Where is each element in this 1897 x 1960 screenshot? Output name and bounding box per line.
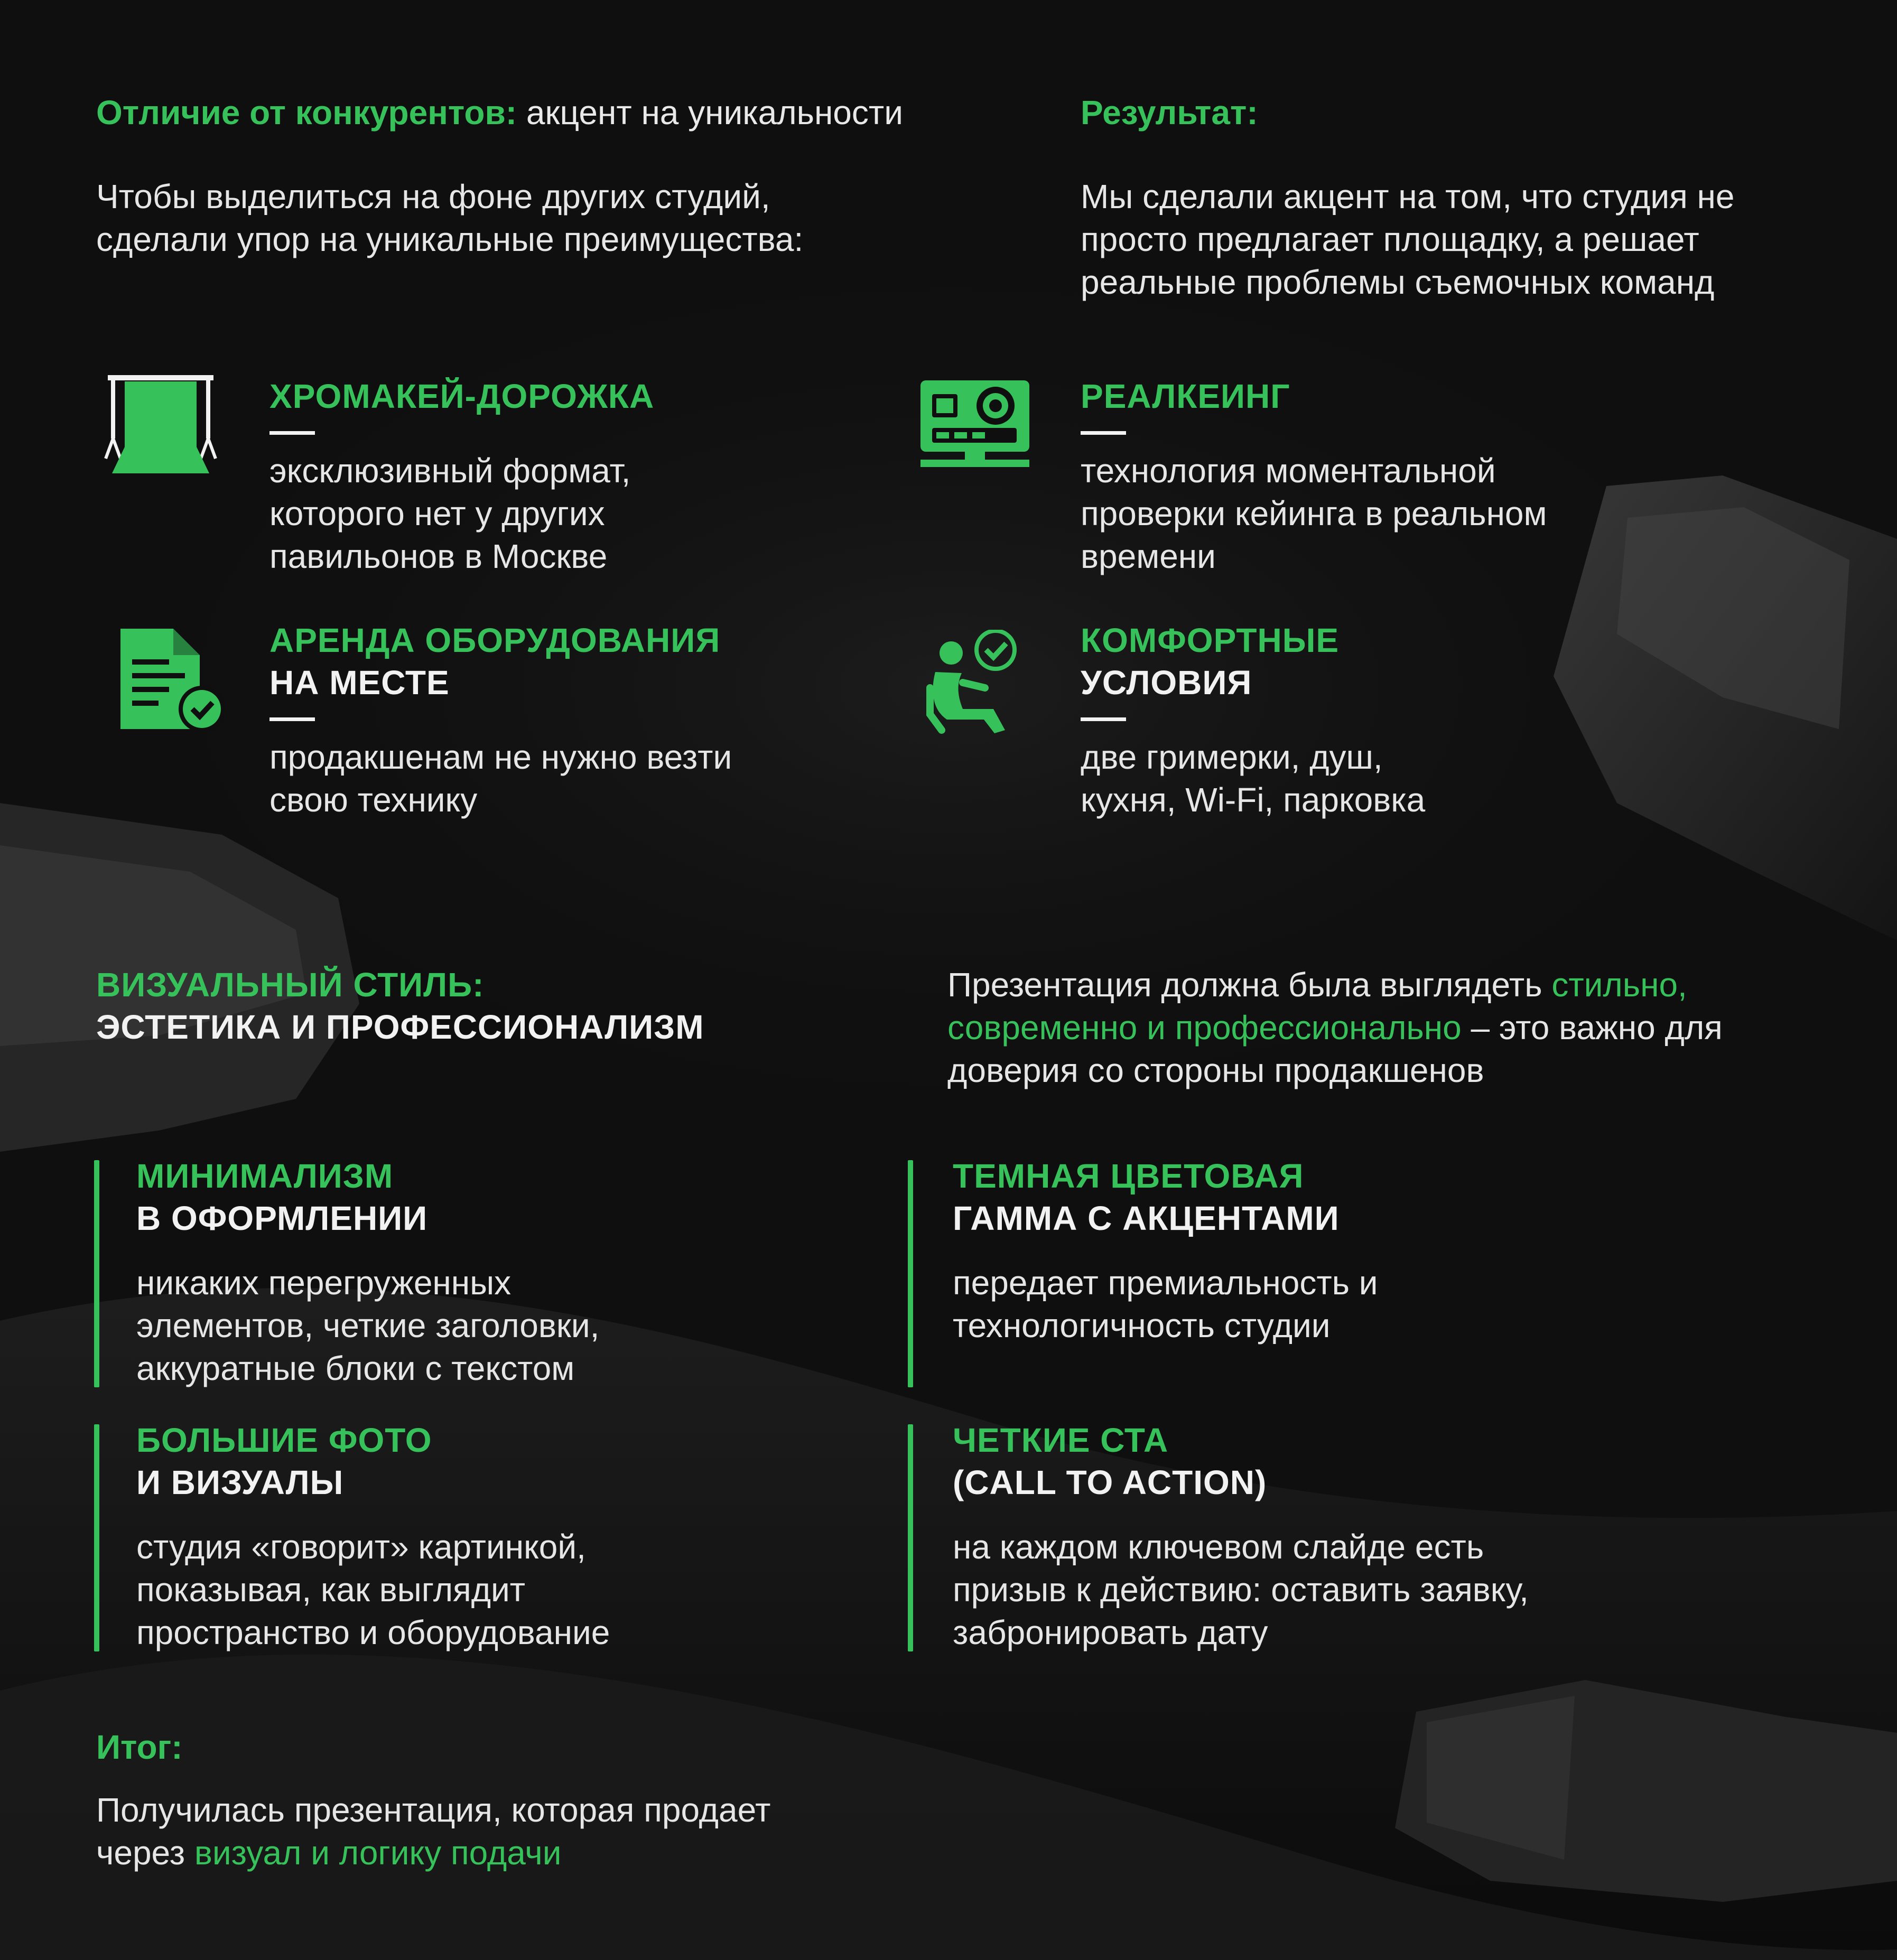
feature-title <box>1081 375 1768 417</box>
accent-bar <box>908 1160 913 1387</box>
competitors-heading <box>96 91 1058 134</box>
style-point-text: передает премиальность и технологичность студии <box>953 1264 1378 1345</box>
visual-style-heading-rest: ЭСТЕТИКА И ПРОФЕССИОНАЛИЗМ <box>96 1008 704 1046</box>
feature-title-accent: ХРОМАКЕЙ-ДОРОЖКА <box>269 377 655 415</box>
visual-style-heading <box>96 964 889 1048</box>
feature-title-accent: КОМФОРТНЫЕ <box>1081 621 1340 659</box>
style-point-title <box>953 1155 1703 1239</box>
feature-text: эксклюзивный формат, которого нет у других павильонов в Москве <box>269 452 631 575</box>
feature-title <box>269 375 956 417</box>
summary-heading-text: Итог: <box>96 1728 183 1766</box>
feature-title-rest: НА МЕСТЕ <box>269 664 450 702</box>
style-point-big-photos <box>136 1419 887 1654</box>
style-point-text: никаких перегруженных элементов, четкие заголовки, аккуратные блоки с текстом <box>136 1264 600 1387</box>
style-point-minimalism <box>136 1155 887 1390</box>
style-point-title-rest: В ОФОРМЛЕНИИ <box>136 1199 428 1237</box>
feature-title <box>1081 619 1768 704</box>
feature-text: продакшенам не нужно везти свою технику <box>269 738 732 819</box>
feature-text: две гримерки, душ, кухня, Wi-Fi, парковка <box>1081 738 1426 819</box>
style-point-title-accent: ТЕМНАЯ ЦВЕТОВАЯ <box>953 1157 1304 1195</box>
feature-comfort <box>1081 619 1768 822</box>
style-point-title-accent: БОЛЬШИЕ ФОТО <box>136 1421 432 1459</box>
accent-bar <box>908 1424 913 1651</box>
accent-bar <box>94 1160 99 1387</box>
visual-style-intro <box>947 964 1772 1092</box>
competitors-heading-accent: Отличие от конкурентов: <box>96 94 517 132</box>
style-point-title-accent: МИНИМАЛИЗМ <box>136 1157 394 1195</box>
style-point-cta <box>953 1419 1703 1654</box>
style-point-title-rest: И ВИЗУАЛЫ <box>136 1463 344 1501</box>
visual-style-intro-accent: стильно, современно и профессионально <box>947 966 1687 1047</box>
summary-text <box>96 1789 773 1874</box>
feature-chromakey <box>269 375 956 578</box>
style-point-title <box>953 1419 1703 1504</box>
style-point-text: студия «говорит» картинкой, показывая, как выглядит пространство и оборудование <box>136 1528 610 1651</box>
summary-text-pre: Получилась презентация, которая продает через <box>96 1791 771 1872</box>
style-point-title-accent: ЧЕТКИЕ СТА <box>953 1421 1169 1459</box>
style-point-text: на каждом ключевом слайде есть призыв к действию: оставить заявку, забронировать дату <box>953 1528 1529 1651</box>
visual-style-heading-accent: ВИЗУАЛЬНЫЙ СТИЛЬ: <box>96 966 485 1004</box>
feature-divider <box>269 717 315 721</box>
feature-equipment-rental <box>269 619 956 822</box>
summary-heading <box>96 1725 183 1769</box>
feature-title-accent: АРЕНДА ОБОРУДОВАНИЯ <box>269 621 721 659</box>
style-point-dark-palette <box>953 1155 1703 1347</box>
feature-realkeying <box>1081 375 1768 578</box>
feature-title-rest: УСЛОВИЯ <box>1081 664 1252 702</box>
chromakey-backdrop-icon <box>104 374 221 474</box>
feature-title-accent: РЕАЛКЕИНГ <box>1081 377 1290 415</box>
feature-divider <box>269 431 315 435</box>
style-point-title-rest: (CALL TO ACTION) <box>953 1463 1267 1501</box>
competitors-heading-rest: акцент на уникальности <box>526 94 903 132</box>
result-heading-text: Результат: <box>1081 94 1258 132</box>
result-heading <box>1081 91 1258 134</box>
visual-style-intro-pre: Презентация должна была выглядеть <box>947 966 1552 1004</box>
feature-divider <box>1081 431 1126 435</box>
style-point-title <box>136 1419 887 1504</box>
style-point-title-rest: ГАММА С АКЦЕНТАМИ <box>953 1199 1340 1237</box>
style-point-title <box>136 1155 887 1239</box>
result-text: Мы сделали акцент на том, что студия не просто предлагает площадку, а решает реальные проблемы съемочных команд <box>1081 178 1735 301</box>
visual-style-intro-post: – это важно для доверия со стороны продакшенов <box>947 1009 1723 1089</box>
feature-title <box>269 619 956 704</box>
summary-text-accent: визуал и логику подачи <box>194 1834 562 1872</box>
competitors-lead: Чтобы выделиться на фоне других студий, сделали упор на уникальные преимущества: <box>96 178 804 258</box>
feature-divider <box>1081 717 1126 721</box>
accent-bar <box>94 1424 99 1651</box>
document-check-icon <box>120 629 224 732</box>
feature-text: технология моментальной проверки кейинга в реальном времени <box>1081 452 1547 575</box>
